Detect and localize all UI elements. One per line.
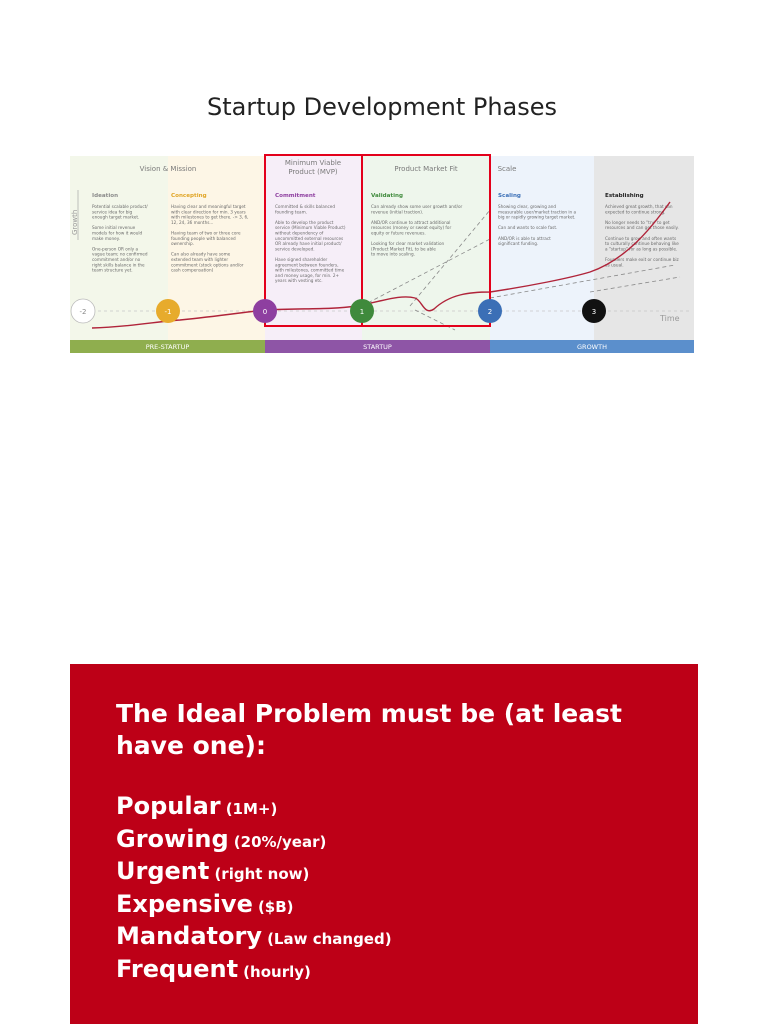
criterion-item — [116, 890, 392, 923]
phase-text-line: No longer needs to "try" to get — [605, 219, 670, 225]
phase-text-line: service developed. — [275, 246, 315, 252]
phase-text-line: AND/OR is able to attract — [498, 235, 551, 241]
milestone-label: -1 — [164, 308, 172, 316]
phase-text-line: make money. — [92, 235, 120, 241]
phases-slide — [70, 70, 694, 353]
column-background — [487, 156, 597, 340]
phase-text-line: with milestones, committed time — [275, 267, 345, 273]
criterion-name: Urgent — [116, 857, 210, 885]
ideal-problem-card — [70, 664, 698, 1024]
phase-text-line: One-person OR only a — [92, 246, 139, 252]
phase-text-line: without dependency of — [275, 230, 324, 236]
phase-heading: Validating — [371, 193, 403, 199]
phase-band-label: STARTUP — [363, 343, 392, 351]
phase-text-line: commitment and/or no — [92, 257, 141, 262]
column-header: Scale — [497, 165, 517, 173]
phase-text-line: right skills balance in the — [92, 262, 145, 268]
column-header: Product Market Fit — [394, 165, 458, 173]
phase-text-line: (Product Market Fit), to be able — [371, 246, 436, 252]
time-axis-label: Time — [660, 314, 680, 323]
phase-text-line: ownership. — [171, 241, 194, 247]
criterion-item — [116, 857, 392, 890]
phase-text-line: big or rapidly growing target market. — [498, 214, 576, 220]
phase-heading: Ideation — [92, 193, 119, 199]
criterion-name: Frequent — [116, 954, 239, 983]
phase-heading: Establishing — [605, 193, 644, 199]
column-header: Product (MVP) — [288, 168, 338, 176]
phase-text-line: cash compensation) — [171, 267, 214, 273]
phase-text-line: Committed & skills balanced — [275, 204, 336, 209]
phase-heading: Concepting — [171, 193, 207, 199]
criteria-list — [116, 792, 392, 987]
phase-heading: Commitment — [275, 193, 316, 199]
phase-text-line: resources and can get those easily. — [605, 225, 679, 231]
phase-text-line: Some initial revenue — [92, 225, 136, 231]
column-header: Vision & Mission — [139, 165, 197, 173]
phase-text-line: Achieved great growth, that can — [605, 204, 673, 209]
criterion-note: (20%/year) — [233, 832, 327, 851]
phase-text-line: to culturally continue behaving like — [605, 241, 679, 247]
criterion-note: (1M+) — [225, 800, 278, 818]
phase-text-line: Looking for clear market validation — [371, 241, 445, 247]
slide-title: Startup Development Phases — [206, 93, 558, 121]
phase-text-line: vague team; no confirmed — [92, 251, 148, 257]
phase-text-line: resources (money or sweat equity) for — [371, 225, 452, 231]
phase-diagram — [70, 70, 694, 353]
growth-axis-label: Growth — [71, 209, 79, 235]
milestone-label: 3 — [591, 308, 597, 316]
phase-heading: Scaling — [498, 193, 521, 199]
phase-text-line: Having team of two or three core — [171, 230, 241, 236]
criterion-name: Popular — [116, 792, 221, 820]
criterion-note: (right now) — [214, 865, 310, 883]
phase-text-line: to move into scaling. — [371, 251, 415, 257]
phase-text-line: agreement between founders, — [275, 262, 339, 268]
phase-text-line: models for how it would — [92, 230, 143, 236]
phase-text-line: OR already have initial product/ — [275, 241, 342, 247]
column-header: Minimum Viable — [284, 159, 342, 167]
phase-text-line: revenue (initial traction). — [371, 209, 424, 215]
phase-text-line: commitment (stock options and/or — [171, 262, 244, 268]
phase-text-line: and money usage, for min. 2+ — [275, 272, 340, 278]
phase-text-line: significant funding. — [498, 241, 539, 247]
card-heading: The Ideal Problem must be (at least have one): — [116, 699, 622, 760]
phase-text-line: as usual. — [605, 262, 624, 268]
criterion-note: (hourly) — [243, 962, 311, 981]
milestone-label: 1 — [359, 308, 365, 316]
phase-text-line: Showing clear, growing and — [498, 204, 557, 209]
phase-text-line: service idea for big — [92, 209, 133, 215]
column-background — [168, 156, 268, 340]
criterion-note: (Law changed) — [267, 930, 392, 948]
phase-text-line: with milestones to get there. -> 3, 6, — [171, 214, 249, 220]
phase-text-line: team structure yet. — [92, 267, 133, 273]
criterion-item — [116, 792, 392, 825]
phase-text-line: founding team. — [275, 209, 308, 215]
phase-text-line: enough target market. — [92, 214, 140, 220]
milestone-label: 0 — [262, 308, 268, 316]
phase-text-line: expected to continue strong. — [605, 209, 666, 215]
phase-text-line: measurable user/market traction in a — [498, 209, 577, 215]
phase-text-line: Can already show some user growth and/or — [371, 204, 463, 209]
phase-text-line: Have signed shareholder — [275, 257, 328, 262]
milestone-label: -2 — [79, 308, 87, 316]
phase-text-line: Can also already have some — [171, 251, 231, 257]
phase-text-line: with clear direction for min. 3 years — [171, 209, 246, 215]
phase-text-line: Can and wants to scale fast. — [498, 225, 558, 231]
phase-text-line: years with vesting etc. — [275, 278, 323, 284]
phase-text-line: Having clear and meaningful target — [171, 204, 246, 209]
phase-text-line: equity or future revenues. — [371, 230, 426, 236]
phase-text-line: AND/OR continue to attract additional — [371, 219, 451, 225]
criterion-name: Growing — [116, 824, 229, 853]
milestone-label: 2 — [487, 308, 493, 316]
phase-text-line: extended team with lighter — [171, 257, 229, 262]
phase-text-line: 12, 24, 36 months... — [171, 219, 214, 225]
criterion-item — [116, 825, 392, 858]
phase-text-line: Founders make exit or continue biz — [605, 257, 679, 262]
criterion-name: Expensive — [116, 889, 253, 918]
criterion-item — [116, 922, 392, 955]
criterion-item — [116, 955, 392, 988]
phase-text-line: Continue to grow and often wants — [605, 235, 677, 241]
phase-text-line: Able to develop the product — [275, 219, 334, 225]
phase-text-line: Potential scalable product/ — [92, 204, 148, 209]
phase-text-line: founding people with balanced — [171, 235, 236, 241]
phase-band-label: GROWTH — [577, 343, 607, 351]
phase-text-line: a "startup" for as long as possible. — [605, 246, 678, 252]
criterion-note: ($B) — [257, 897, 294, 916]
criterion-name: Mandatory — [116, 922, 262, 950]
phase-text-line: uncommitted external resources — [275, 235, 344, 241]
phase-text-line: service (Minimum Viable Product) — [275, 225, 346, 231]
phase-band-label: PRE-STARTUP — [145, 343, 190, 351]
